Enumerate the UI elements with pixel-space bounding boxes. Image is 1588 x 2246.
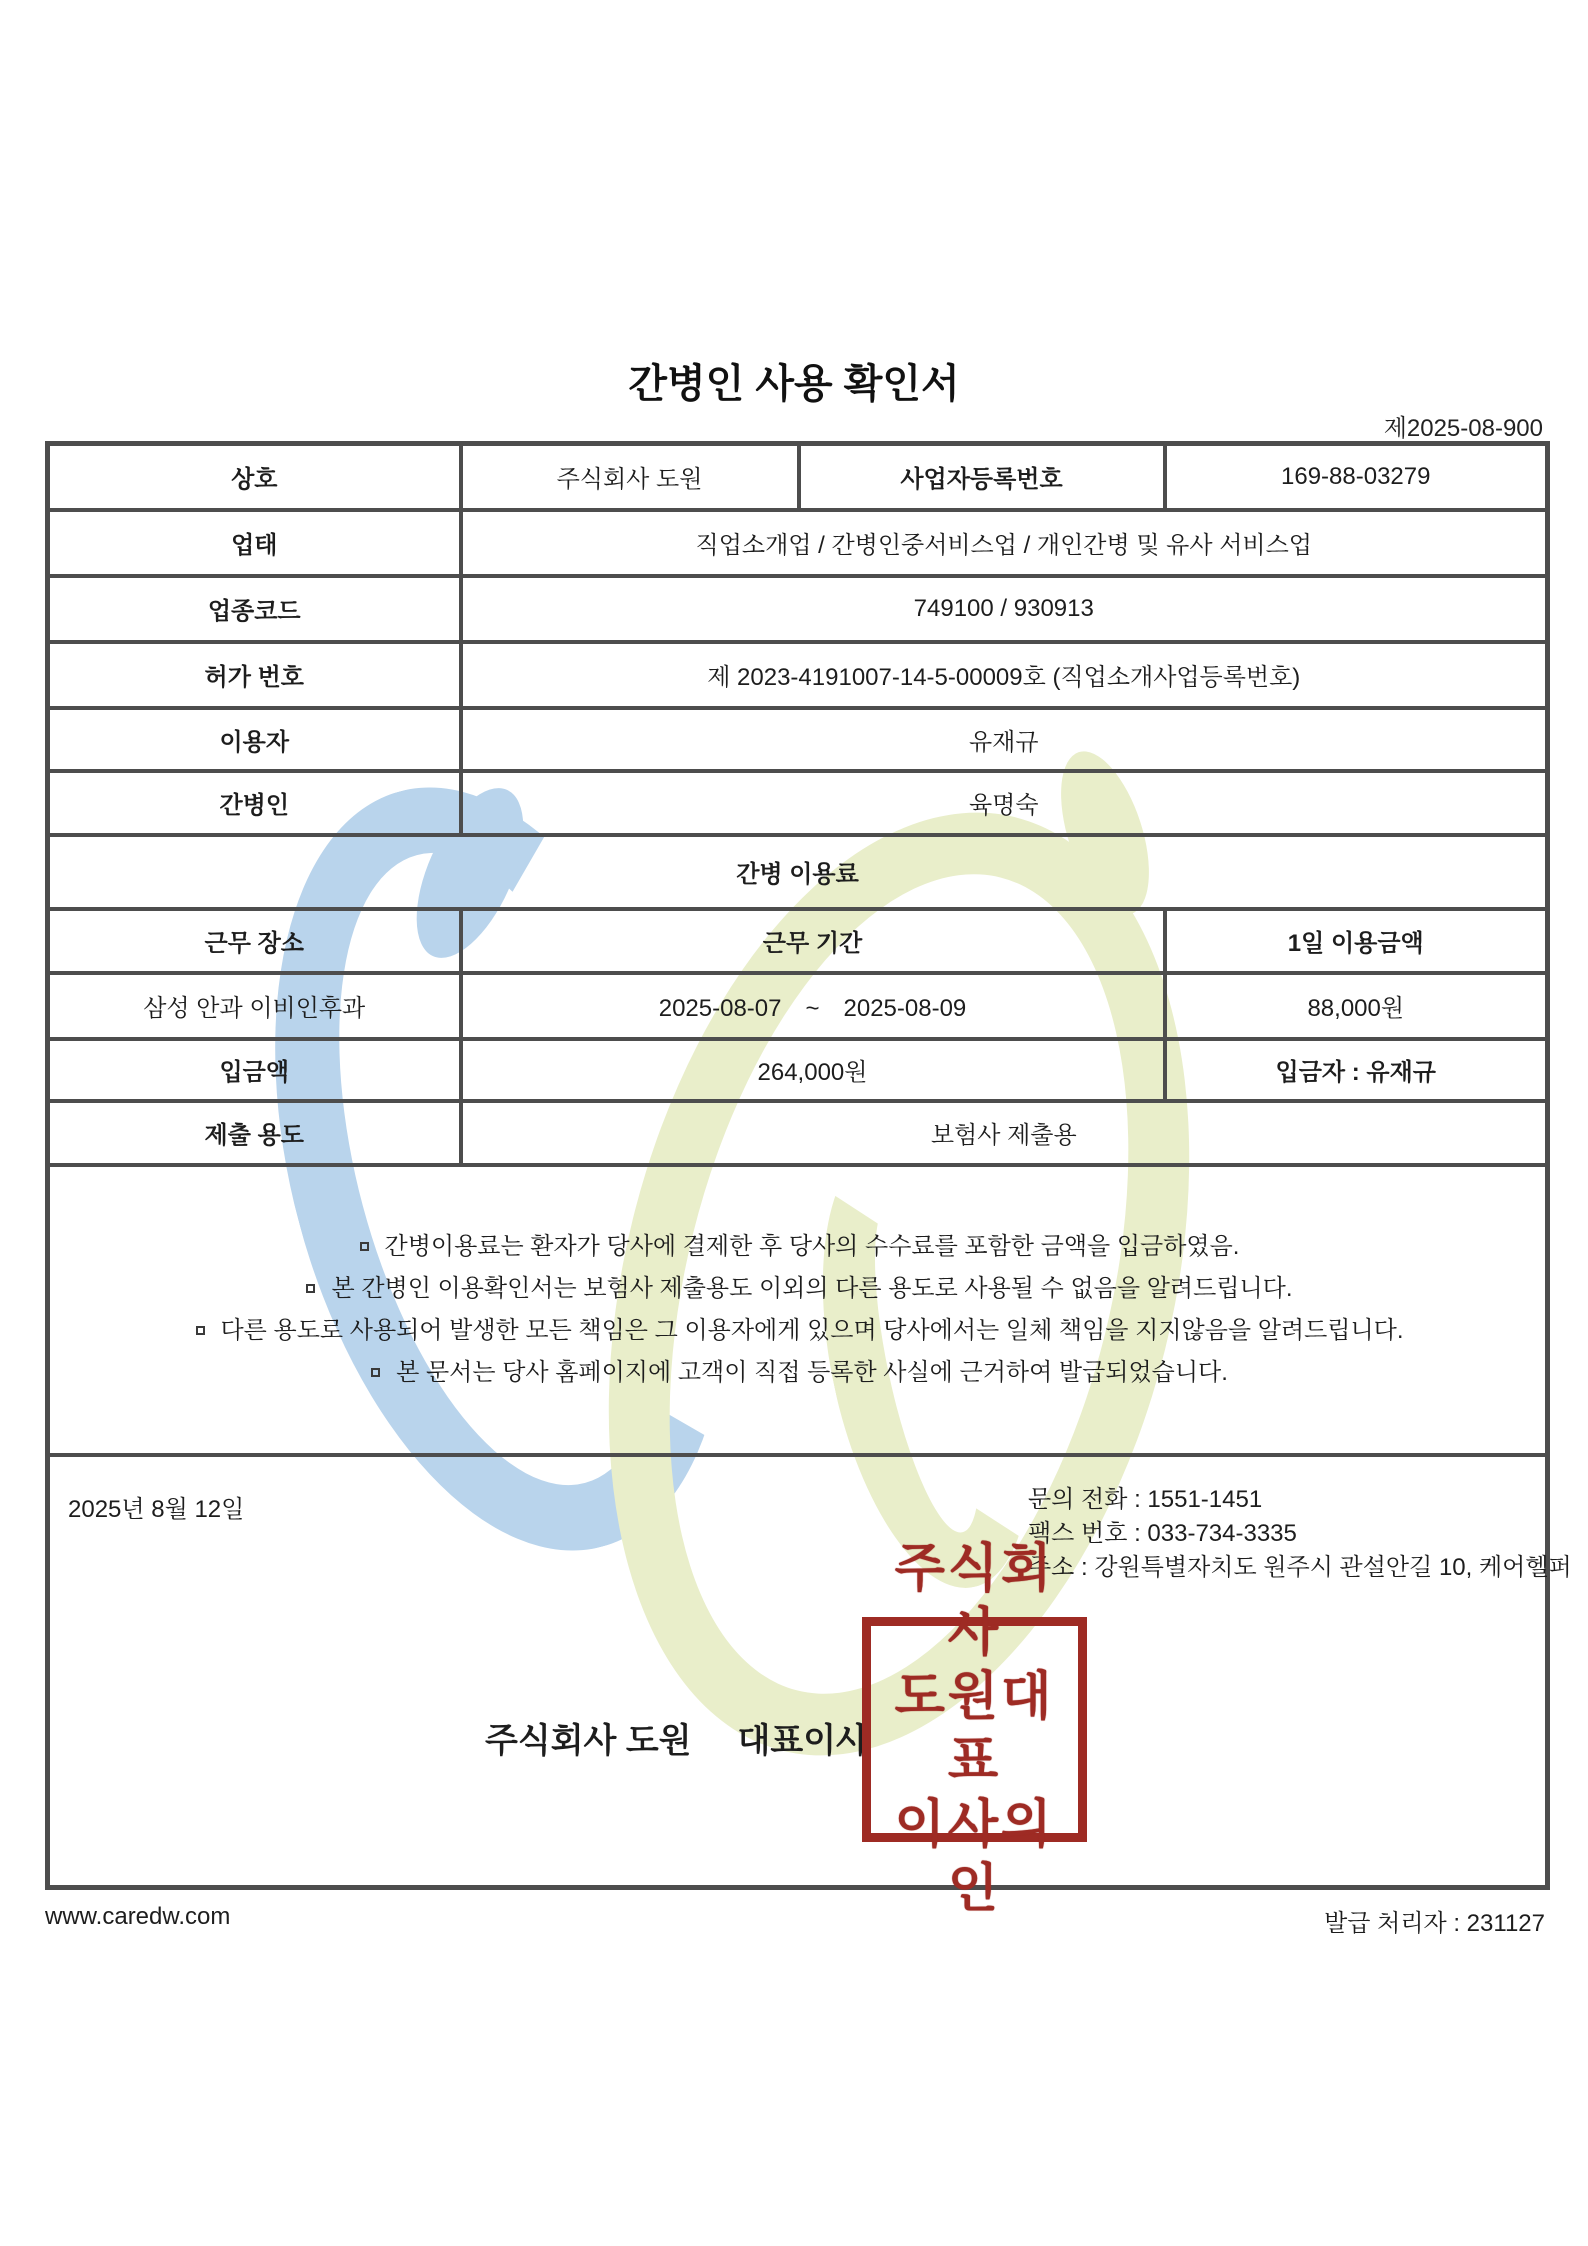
purpose-value: 보험사 제출용 (461, 1101, 1548, 1165)
table-row (48, 973, 1548, 1039)
industry-code-label: 업종코드 (48, 576, 461, 642)
corporate-seal-stamp (862, 1540, 1087, 1918)
footer-issuer: 발급 처리자 : 231127 (1324, 1910, 1545, 1937)
contact-fax: 팩스 번호 : 033-734-3335 (1028, 1519, 1297, 1547)
work-place-header: 근무 장소 (48, 909, 461, 973)
work-place-value: 삼성 안과 이비인후과 (48, 973, 461, 1039)
license-number-value: 제 2023-4191007-14-5-00009호 (직업소개사업등록번호) (461, 642, 1548, 708)
square-bullet-icon (360, 1242, 369, 1251)
user-value: 유재규 (461, 708, 1548, 771)
table-row (48, 1165, 1548, 1455)
notes-section (48, 1165, 1548, 1455)
square-bullet-icon (306, 1284, 315, 1293)
deposit-label: 입금액 (48, 1039, 461, 1101)
seal-line: 도원대표 (894, 1668, 1055, 1790)
table-row (48, 576, 1548, 642)
contact-block (1028, 1483, 1572, 1585)
footer-website: www.caredw.com (45, 1903, 231, 1930)
company-name: 주식회사 도원 (485, 1721, 692, 1760)
business-reg-label: 사업자등록번호 (799, 444, 1165, 510)
note-text: 본 간병인 이용확인서는 보험사 제출용도 이외의 다른 용도로 사용될 수 없음을 알려드립니다. (331, 1274, 1293, 1302)
business-reg-value: 169-88-03279 (1165, 444, 1548, 510)
company-name-label: 상호 (48, 444, 461, 510)
page-footer (45, 1903, 1545, 1938)
contact-address: 주소 : 강원특별자치도 원주시 관설안길 10, 케어헬퍼 (1028, 1553, 1572, 1581)
depositor-value: 입금자 : 유재규 (1165, 1039, 1548, 1101)
seal-line: 이사의인 (894, 1796, 1055, 1918)
table-row (48, 1039, 1548, 1101)
note-item (56, 1268, 1539, 1310)
table-row (48, 909, 1548, 973)
note-item (56, 1226, 1539, 1268)
daily-fee-value: 88,000원 (1165, 973, 1548, 1039)
table-row (48, 444, 1548, 510)
business-type-value: 직업소개업 / 간병인중서비스업 / 개인간병 및 유사 서비스업 (461, 510, 1548, 576)
document-number: 제2025-08-900 (1383, 415, 1543, 442)
square-bullet-icon (196, 1326, 205, 1335)
company-name-value: 주식회사 도원 (461, 444, 799, 510)
business-type-label: 업태 (48, 510, 461, 576)
license-number-label: 허가 번호 (48, 642, 461, 708)
page-title: 간병인 사용 확인서 (628, 362, 960, 406)
caregiver-value: 육명숙 (461, 771, 1548, 835)
note-item (56, 1310, 1539, 1352)
work-period-value: 2025-08-07 ~ 2025-08-09 (461, 973, 1165, 1039)
industry-code-value: 749100 / 930913 (461, 576, 1548, 642)
note-text: 본 문서는 당사 홈페이지에 고객이 직접 등록한 사실에 근거하여 발급되었습니다. (396, 1358, 1228, 1386)
caregiver-label: 간병인 (48, 771, 461, 835)
seal-line: 주식회사 (894, 1540, 1055, 1662)
work-period-header: 근무 기간 (461, 909, 1165, 973)
table-row (48, 771, 1548, 835)
table-row (48, 708, 1548, 771)
note-text: 다른 용도로 사용되어 발생한 모든 책임은 그 이용자에게 있으며 당사에서는 일체 책임을 지지않음을 알려드립니다. (220, 1316, 1404, 1344)
table-row (48, 642, 1548, 708)
company-signature-line (485, 1713, 869, 1762)
issue-date: 2025년 8월 12일 (68, 1495, 245, 1523)
fee-section-title: 간병 이용료 (48, 835, 1548, 909)
purpose-label: 제출 용도 (48, 1101, 461, 1165)
deposit-amount: 264,000원 (461, 1039, 1165, 1101)
note-text: 간병이용료는 환자가 당사에 결제한 후 당사의 수수료를 포함한 금액을 입금하였음. (384, 1232, 1240, 1260)
contact-phone: 문의 전화 : 1551-1451 (1028, 1485, 1263, 1513)
table-row (48, 510, 1548, 576)
note-item (56, 1352, 1539, 1394)
square-bullet-icon (371, 1368, 380, 1377)
daily-fee-header: 1일 이용금액 (1165, 909, 1548, 973)
table-row (48, 1455, 1548, 1888)
table-row (48, 835, 1548, 909)
table-row (48, 1101, 1548, 1165)
company-role: 대표이사 (737, 1721, 869, 1760)
user-label: 이용자 (48, 708, 461, 771)
